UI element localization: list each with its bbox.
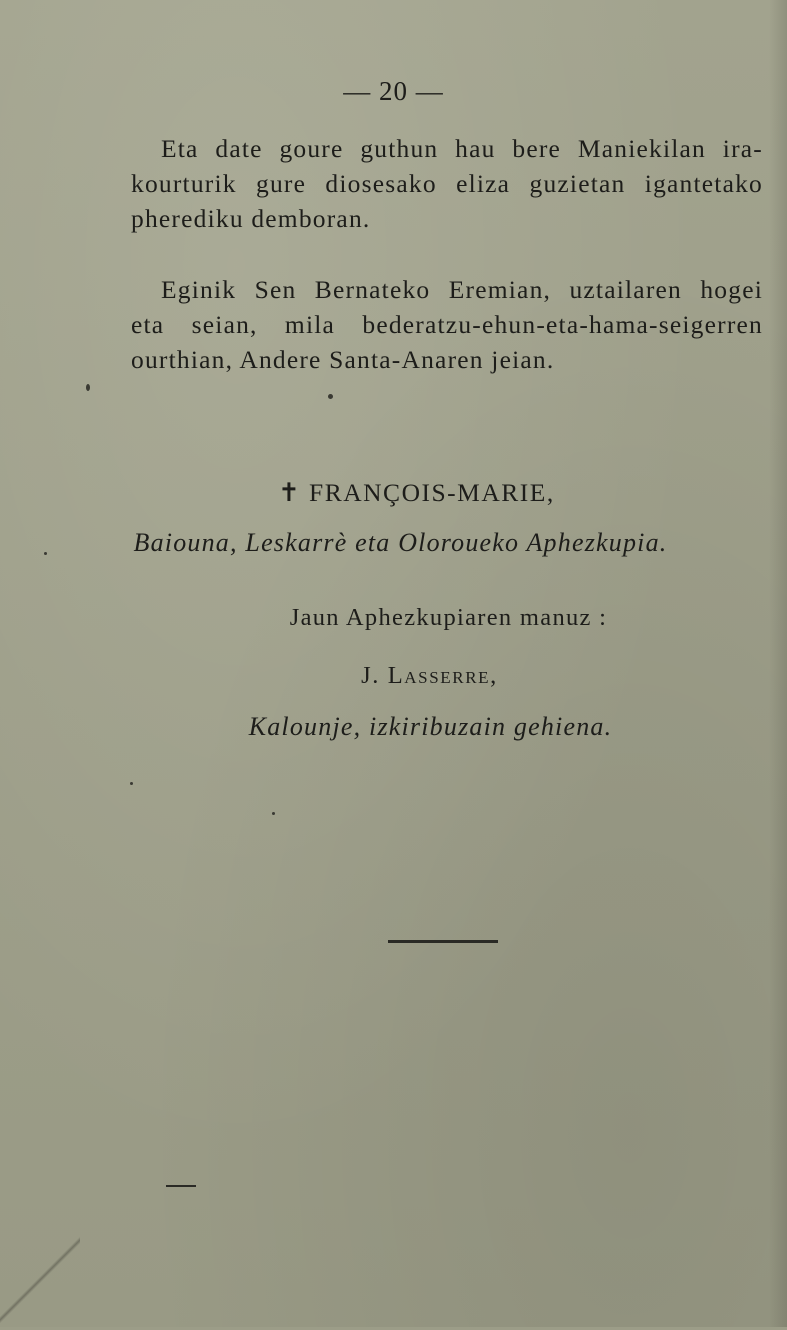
signatory-name: ✝ FRANÇOIS-MARIE, (278, 478, 555, 507)
paragraph-1-line-3: pherediku demboran. (131, 204, 371, 233)
small-rule-mark (166, 1185, 196, 1187)
secretary-name: J. Lasserre, (361, 662, 498, 689)
closing-rule (388, 940, 498, 943)
paragraph-1 (131, 131, 763, 236)
paragraph-1-line-2: kourturik gure diosesako eliza guzietan igantetako (131, 169, 763, 198)
paragraph-2-line-3: ourthian, Andere Santa-Anaren jeian. (131, 345, 555, 374)
paragraph-2-line-2: eta seian, mila bederatzu-ehun-eta-hama-seigerren (131, 310, 763, 339)
paper-speck (130, 782, 133, 785)
paragraph-1-line-1: Eta date goure guthun hau bere Maniekilan ira- (161, 134, 763, 163)
paper-speck (328, 394, 333, 399)
paper-speck (44, 552, 47, 555)
paragraph-2 (131, 272, 763, 377)
paper-crease (0, 1230, 80, 1330)
paragraph-2-line-1: Eginik Sen Bernateko Eremian, uztailaren hogei (161, 275, 763, 304)
signatory-title: Baiouna, Leskarrè eta Oloroueko Aphezkupia. (133, 528, 668, 557)
paper-speck (86, 384, 90, 391)
mandate-line: Jaun Aphezkupiaren manuz : (289, 604, 608, 631)
page-number: — 20 — (343, 76, 444, 106)
secretary-title: Kalounje, izkiribuzain gehiena. (248, 712, 613, 741)
paper-speck (272, 812, 275, 815)
